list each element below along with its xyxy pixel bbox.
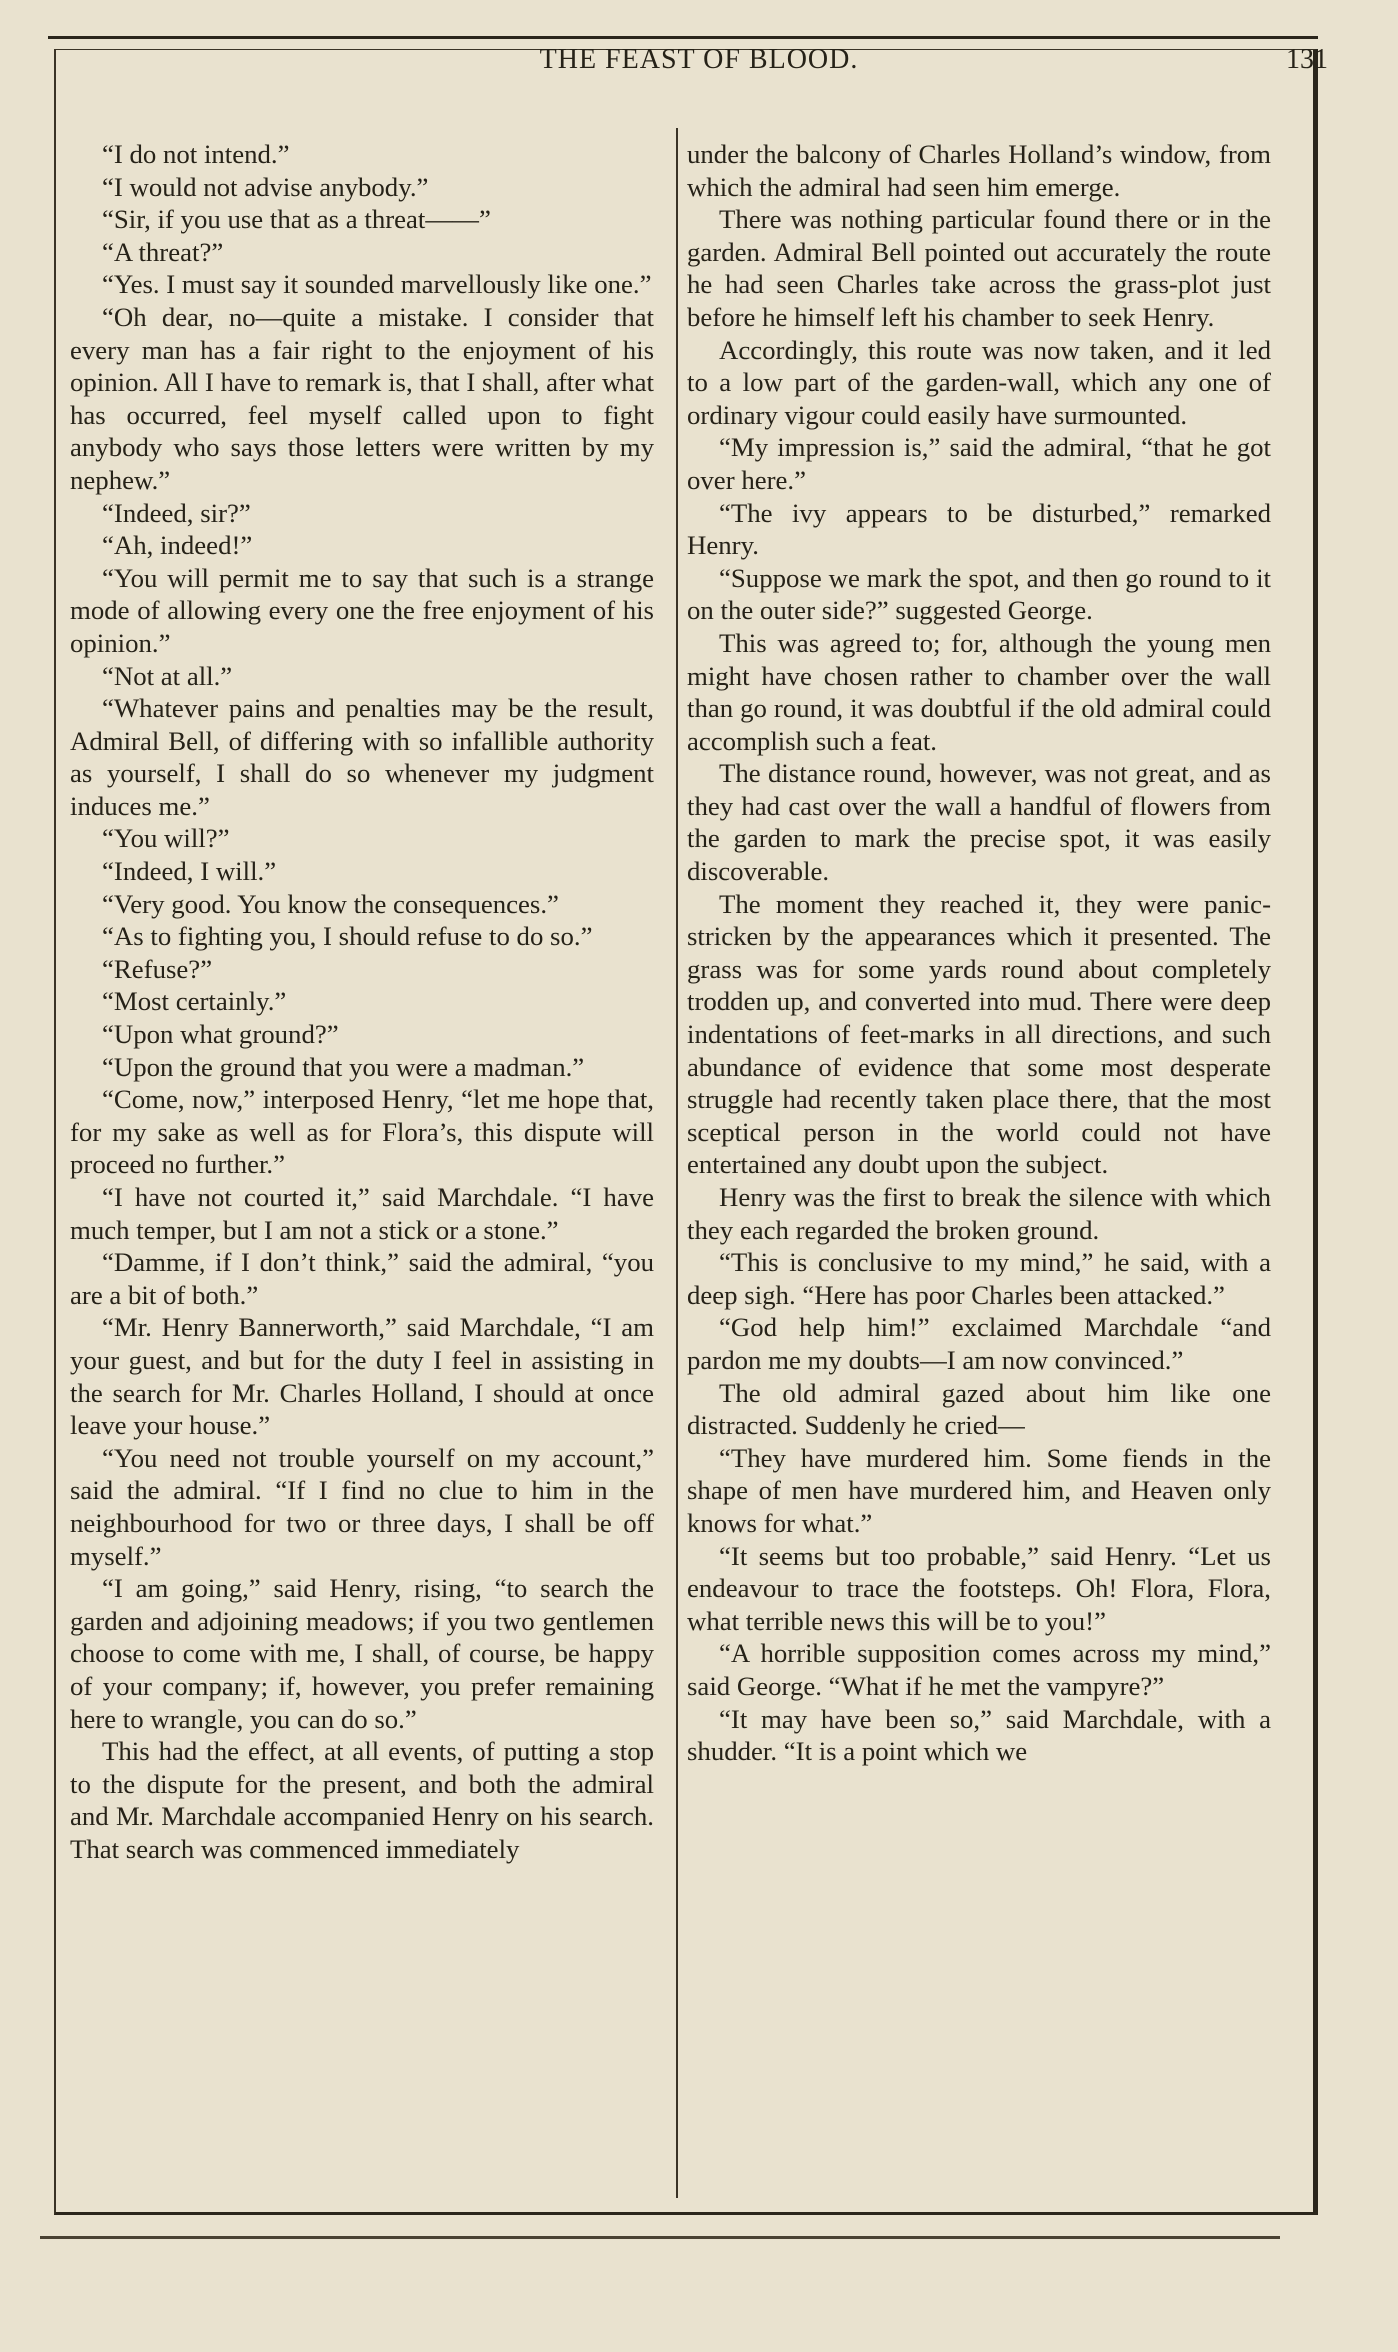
paragraph: “I do not intend.” <box>102 139 290 169</box>
paragraph: “Most certainly.” <box>102 986 287 1017</box>
paragraph: “As to fighting you, I should refuse to do so.” <box>102 921 593 952</box>
paragraph: “It seems but too probable,” said Henry. “Let us endeavour to trace the footsteps. Oh! Flora, Flora, what terrible news this will be to you!” <box>687 1540 1271 1636</box>
paragraph: “The ivy appears to be disturbed,” remarked Henry. <box>687 497 1271 561</box>
paragraph: “My impression is,” said the admiral, “that he got over here.” <box>687 432 1271 495</box>
paragraph: “Upon what ground?” <box>102 1019 339 1050</box>
paragraph: “Refuse?” <box>102 953 213 984</box>
paragraph: “Oh dear, no—quite a mistake. I consider that every man has a fair right to the enjoyment of his opinion. All I have to remark is, that I shall, after what has occurred, feel myself called upon to fight anybody who says those letters were written by my nephew.” <box>70 301 654 495</box>
paragraph: Accordingly, this route was now taken, and it led to a low part of the garden-wall, which any one of ordinary vigour could easily have surmounted. <box>687 334 1271 430</box>
paragraph: “Sir, if you use that as a threat——” <box>102 204 491 235</box>
paragraph: “You will?” <box>102 823 230 854</box>
paragraph: This had the effect, at all events, of putting a stop to the dispute for the present, and both the admiral and Mr. Marchdale accompanied Henry on his search. That search was commenced immediately <box>70 1736 654 1864</box>
paragraph: “Indeed, sir?” <box>102 497 251 528</box>
paragraph: “God help him!” exclaimed Marchdale “and pardon me my doubts—I am now convinced.” <box>687 1312 1271 1375</box>
paragraph: “Indeed, I will.” <box>102 856 277 887</box>
text-columns <box>70 138 1270 2218</box>
paragraph: “Suppose we mark the spot, and then go round to it on the outer side?” suggested George. <box>687 562 1271 626</box>
bottom-rule <box>40 2236 1280 2239</box>
paragraph: “They have murdered him. Some fiends in the shape of men have murdered him, and Heaven only knows for what.” <box>687 1442 1271 1538</box>
paragraph: “Whatever pains and penalties may be the result, Admiral Bell, of differing with so infallible authority as yourself, I shall do so whenever my judgment induces me.” <box>70 693 654 821</box>
paragraph: “I am going,” said Henry, rising, “to search the garden and adjoining meadows; if you two gentlemen choose to come with me, I shall, of course, be happy of your company; if, however, you prefer remaining here to wrangle, you can do so.” <box>70 1573 654 1734</box>
paragraph: Henry was the first to break the silence with which they each regarded the broken ground. <box>687 1182 1271 1245</box>
paragraph: “A threat?” <box>102 236 224 267</box>
left-column <box>70 138 654 1865</box>
paragraph: “Not at all.” <box>102 660 233 691</box>
right-column <box>687 138 1271 1768</box>
paragraph: There was nothing particular found there or in the garden. Admiral Bell pointed out accurately the route he had seen Charles take across the grass-plot just before he himself left his chamber to seek Henry. <box>687 204 1271 332</box>
paragraph: “I would not advise anybody.” <box>102 171 429 202</box>
page-header <box>0 44 1398 84</box>
running-title: THE FEAST OF BLOOD. <box>539 44 859 75</box>
paragraph: “Mr. Henry Bannerworth,” said Marchdale, “I am your guest, and but for the duty I feel in assisting in the search for Mr. Charles Holland, I should at once leave your house.” <box>70 1312 654 1441</box>
paragraph: This was agreed to; for, although the young men might have chosen rather to chamber over the wall than go round, it was doubtful if the old admiral could accomplish such a feat. <box>687 627 1271 756</box>
paragraph: The distance round, however, was not great, and as they had cast over the wall a handful of flowers from the garden to mark the precise spot, it was easily discoverable. <box>687 758 1271 887</box>
paragraph: “Come, now,” interposed Henry, “let me hope that, for my sake as well as for Flora’s, this dispute will proceed no further.” <box>70 1084 654 1180</box>
paragraph: “You will permit me to say that such is a strange mode of allowing every one the free enjoyment of his opinion.” <box>70 562 654 658</box>
paragraph: The moment they reached it, they were panic-stricken by the appearances which it presented. The grass was for some yards round about completely trodden up, and converted into mud. There were deep indentations of feet-marks in all directions, and such abundance of evidence that some most desperate struggle had recently taken place there, that the most sceptical person in the world could not have entertained any doubt upon the subject. <box>687 888 1271 1180</box>
paragraph: “I have not courted it,” said Marchdale. “I have much temper, but I am not a stick or a stone.” <box>70 1182 654 1245</box>
paragraph: “Damme, if I don’t think,” said the admiral, “you are a bit of both.” <box>70 1247 654 1310</box>
page-number: 131 <box>1286 44 1328 75</box>
paragraph: “Upon the ground that you were a madman.” <box>102 1051 585 1082</box>
paragraph: “It may have been so,” said Marchdale, with a shudder. “It is a point which we <box>687 1703 1271 1767</box>
column-divider <box>676 128 678 2198</box>
paragraph: “Ah, indeed!” <box>102 530 253 561</box>
paragraph: “Yes. I must say it sounded marvellously like one.” <box>102 269 652 300</box>
paragraph-continuation: under the balcony of Charles Holland’s window, from which the admiral had seen him emerge. <box>687 139 1271 202</box>
paragraph: “Very good. You know the consequences.” <box>102 888 559 919</box>
paragraph: “You need not trouble yourself on my account,” said the admiral. “If I find no clue to him in the neighbourhood for two or three days, I shall be off myself.” <box>70 1442 654 1571</box>
paragraph: “A horrible supposition comes across my mind,” said George. “What if he met the vampyre?” <box>687 1638 1271 1701</box>
paragraph: The old admiral gazed about him like one distracted. Suddenly he cried— <box>687 1377 1271 1441</box>
paragraph: “This is conclusive to my mind,” he said, with a deep sigh. “Here has poor Charles been attacked.” <box>687 1247 1271 1310</box>
